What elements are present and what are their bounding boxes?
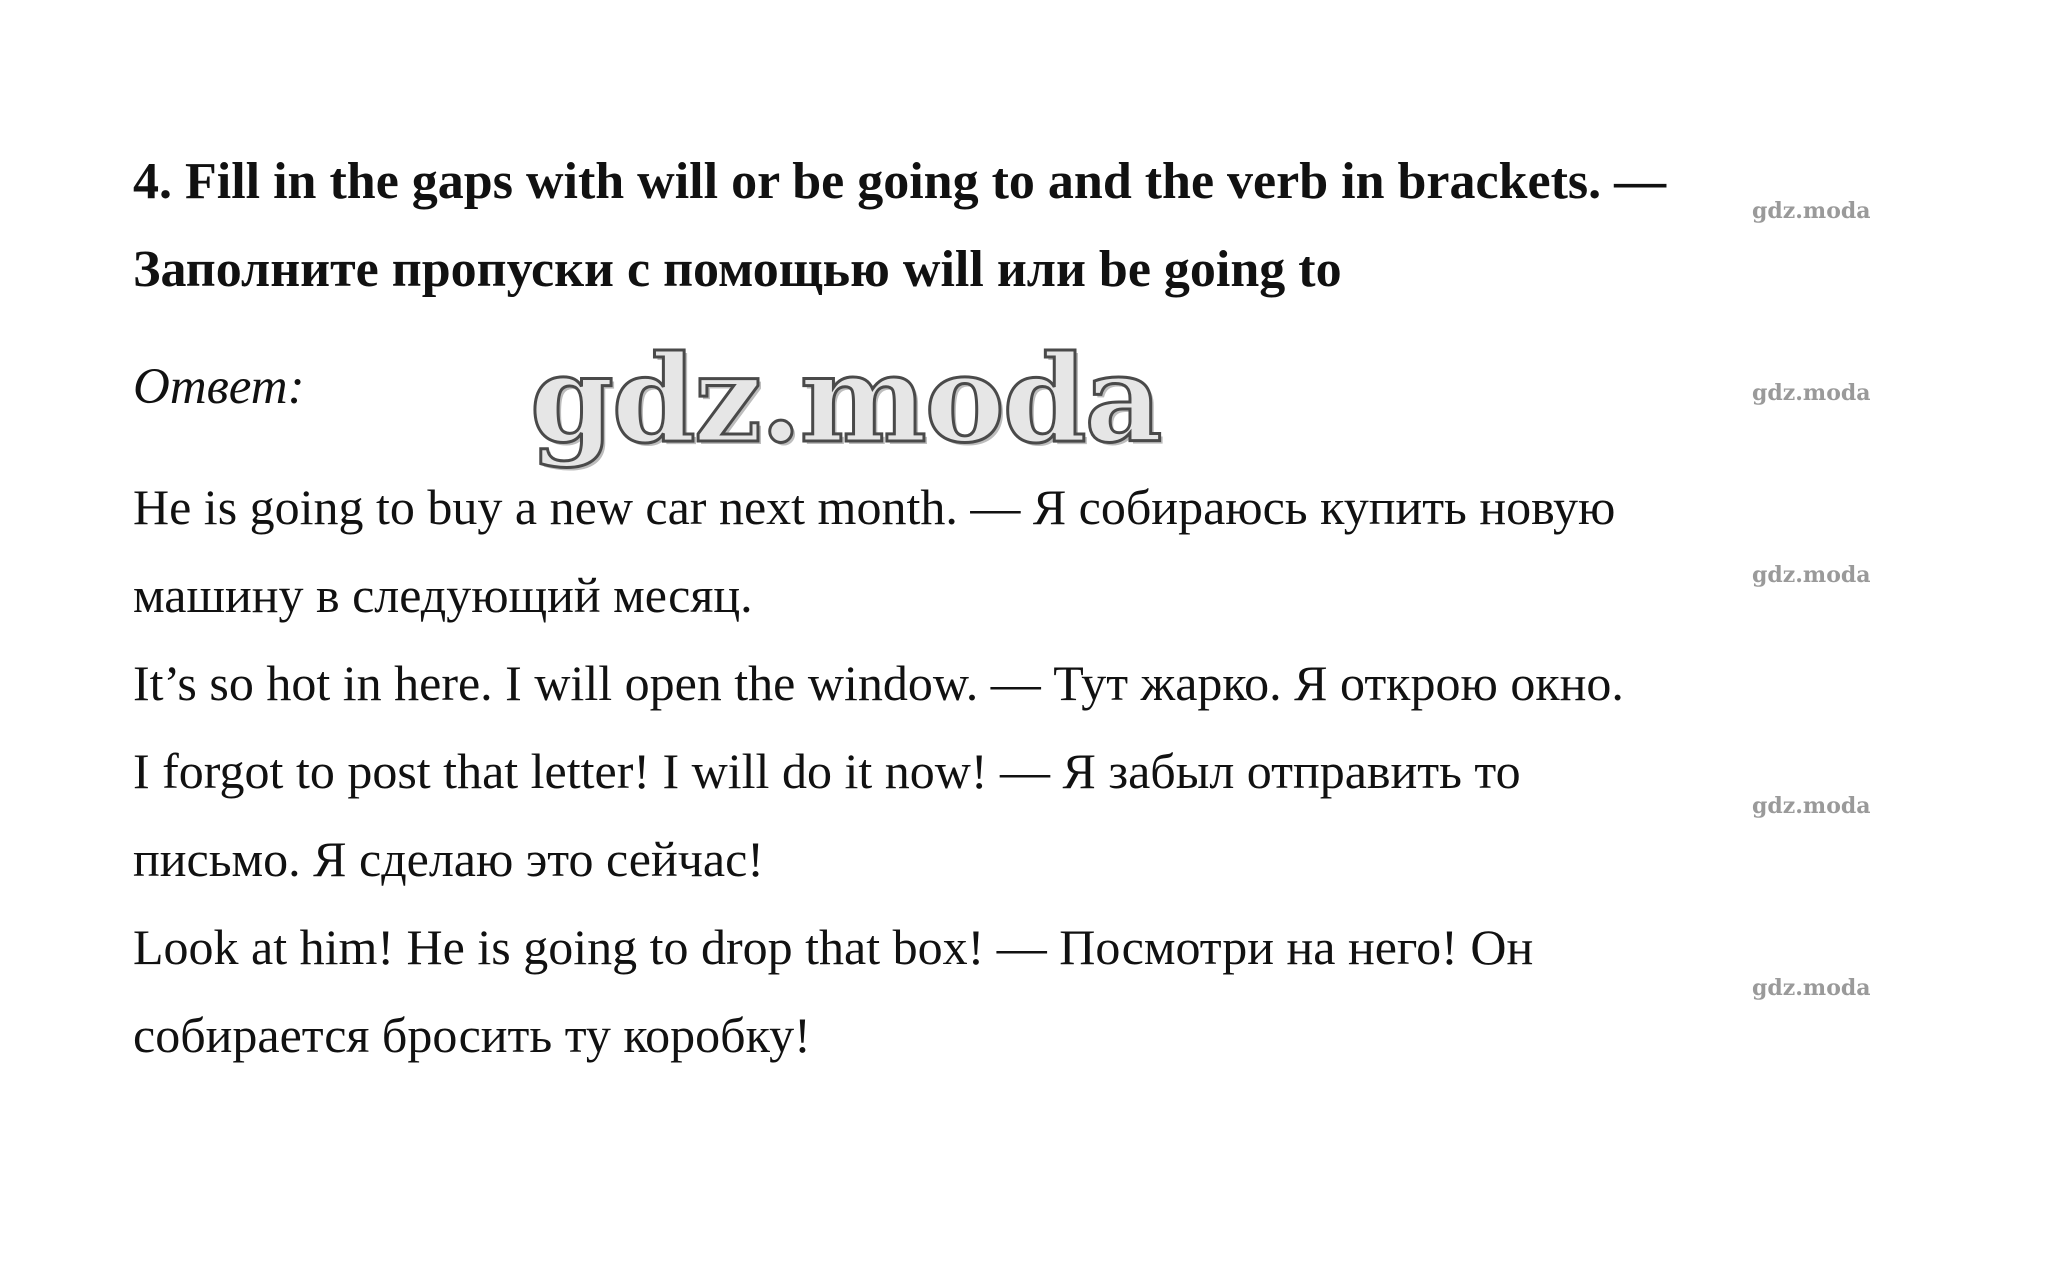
site-logo: gdz.moda [530,329,1161,470]
answer-line: письмо. Я сделаю это сейчас! [133,831,764,887]
answer-line: машину в следующий месяц. [133,567,753,623]
answer-item [133,463,1923,639]
answer-line: I forgot to post that letter! I will do it now! — Я забыл отправить то [133,743,1521,799]
watermark: gdz.moda [1752,562,1871,588]
answer-label: Ответ: [133,359,305,415]
task-title-english: 4. Fill in the gaps with will or be going to and the verb in brackets. — [133,153,1667,210]
watermark: gdz.moda [1752,975,1871,1001]
answer-line: Look at him! He is going to drop that box! — Посмотри на него! Он [133,919,1534,975]
answer-list [133,463,1923,1079]
answer-line: собирается бросить ту коробку! [133,1007,811,1063]
watermark: gdz.moda [1752,380,1871,406]
task-title [133,138,1893,314]
answer-line: He is going to buy a new car next month. — Я собираюсь купить новую [133,479,1616,535]
watermark: gdz.moda [1752,793,1871,819]
watermark: gdz.moda [1752,198,1871,224]
answer-item [133,639,1923,727]
answer-line: It’s so hot in here. I will open the window. — Тут жарко. Я открою окно. [133,655,1624,711]
answer-item [133,903,1923,1079]
answer-item [133,727,1923,903]
task-title-russian: Заполните пропуски с помощью will или be going to [133,241,1342,298]
